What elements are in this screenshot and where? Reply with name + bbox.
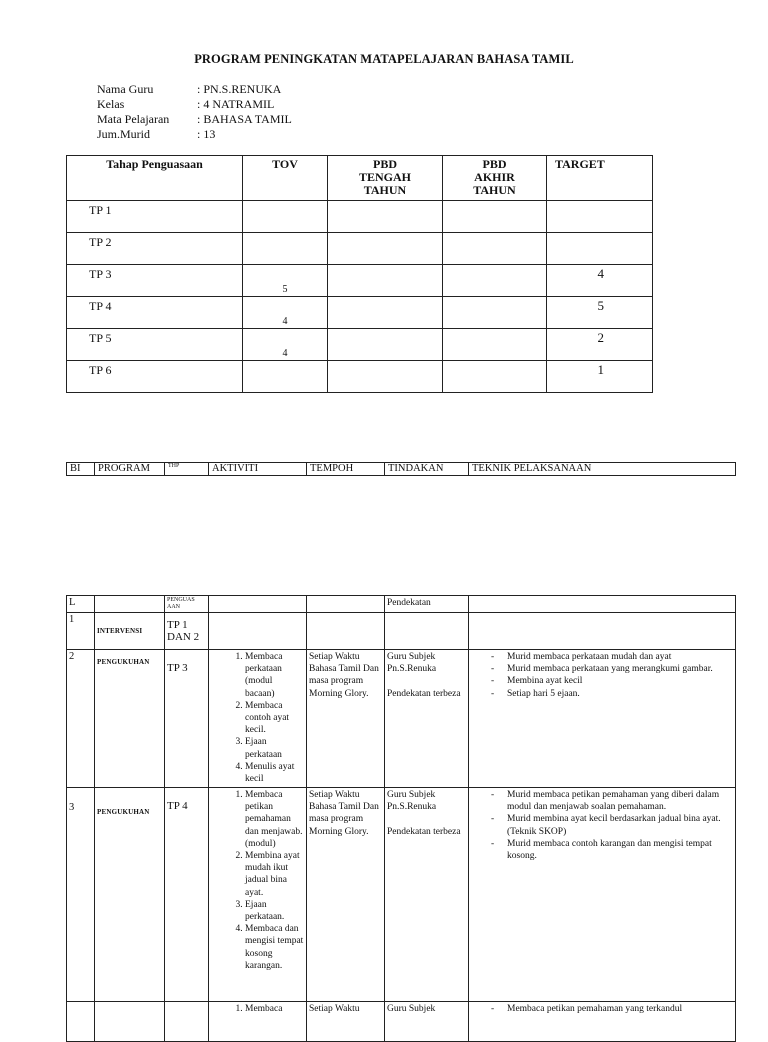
target-value: [547, 233, 652, 234]
list-item: 3. Ejaan perkataan.: [245, 899, 304, 923]
aktiviti-list: [211, 789, 304, 972]
row-number: 1: [67, 613, 95, 650]
table-row: [67, 201, 653, 233]
tindakan-cell: Guru Subjek Pn.S.Renuka Pendekatan terbeza: [385, 650, 469, 788]
list-item: - Murid membaca petikan pemahaman yang diberi dalam modul dan menjawab soalan pemahaman.: [471, 789, 733, 813]
table-row: [67, 265, 653, 297]
header-target: TARGET: [547, 156, 653, 201]
pbd-tengah-cell: [328, 361, 443, 393]
strip-col-program: PROGRAM: [95, 463, 165, 476]
target-cell: [547, 233, 653, 265]
table-header-row: [67, 156, 653, 201]
aktiviti-cell: [209, 613, 307, 650]
target-value: 2: [597, 330, 604, 345]
program-cell: [95, 1002, 165, 1042]
tp-label: TP 1: [67, 201, 243, 233]
program-label: INTERVENSI: [97, 626, 143, 635]
header-pbd-akhir: PBD AKHIR TAHUN: [443, 156, 547, 201]
teknik-cell: [469, 788, 736, 1002]
tp-cell: [165, 1002, 209, 1042]
tov-cell: [243, 201, 328, 233]
tempoh-cell: Setiap Waktu Bahasa Tamil Dan masa program Morning Glory.: [307, 650, 385, 788]
aktiviti-list: [211, 1003, 304, 1015]
list-item: 2. Membina ayat mudah ikut jadual bina ayat.: [245, 850, 304, 899]
table-header-row: [67, 596, 736, 613]
aktiviti-cell: [209, 650, 307, 788]
strip-col-teknik: TEKNIK PELAKSANAAN: [469, 463, 736, 476]
tov-cell: [243, 361, 328, 393]
pbd-tengah-cell: [328, 265, 443, 297]
tp-label: TP 2: [67, 233, 243, 265]
aktiviti-list: [211, 651, 304, 785]
teknik-cell: [469, 1002, 736, 1042]
teacher-info: [97, 82, 292, 142]
tindakan-cell: [385, 613, 469, 650]
info-value: : PN.S.RENUKA: [197, 82, 282, 96]
list-item: - Murid membaca perkataan yang merangkumi gambar.: [471, 663, 733, 675]
target-cell: [547, 329, 653, 361]
program-label: PENGUKUHAN: [97, 808, 150, 816]
tindakan-cell: Guru Subjek: [385, 1002, 469, 1042]
target-value: 4: [597, 266, 604, 281]
penguasaan-label: PENGUAS AAN: [167, 597, 195, 610]
plan-header-strip: [66, 462, 736, 476]
strip-thp-label: THP: [168, 463, 180, 469]
tp-label: TP 6: [67, 361, 243, 393]
strip-col-aktiviti: AKTIVITI: [209, 463, 307, 476]
list-item: 1. Membaca perkataan (modul bacaan): [245, 651, 304, 700]
teknik-cell: [469, 650, 736, 788]
page-title: PROGRAM PENINGKATAN MATAPELAJARAN BAHASA TAMIL: [194, 52, 574, 66]
info-value: : BAHASA TAMIL: [197, 112, 292, 126]
row-number: 3: [67, 788, 95, 1002]
table-row: [67, 297, 653, 329]
pbd-akhir-cell: [443, 361, 547, 393]
tp-cell: TP 4: [165, 788, 209, 1002]
list-item: 4. Menulis ayat kecil: [245, 761, 304, 785]
tp-label: TP 3: [67, 265, 243, 297]
program-plan-table: [66, 595, 736, 1042]
aktiviti-cell: [209, 1002, 307, 1042]
pbd-tengah-cell: [328, 233, 443, 265]
info-label: Mata Pelajaran: [97, 112, 170, 126]
target-value: [547, 201, 652, 202]
table-row: [67, 1002, 736, 1042]
plan-header-empty: [307, 596, 385, 613]
target-cell: [547, 361, 653, 393]
plan-header-empty: [209, 596, 307, 613]
tp-cell: TP 3: [165, 650, 209, 788]
info-label: Jum.Murid: [97, 127, 151, 141]
list-item: 3. Ejaan perkataan: [245, 736, 304, 760]
row-number: [67, 1002, 95, 1042]
strip-col-bi: BI: [67, 463, 95, 476]
program-cell: [95, 650, 165, 788]
info-row: [97, 97, 292, 112]
table-row: [67, 613, 736, 650]
list-item: - Setiap hari 5 ejaan.: [471, 688, 733, 700]
tov-cell: [243, 297, 328, 329]
tov-value: 4: [282, 316, 288, 327]
tov-cell: [243, 329, 328, 361]
table-header-row: [67, 463, 736, 476]
table-row: [67, 788, 736, 1002]
table-row: [67, 650, 736, 788]
info-label: Nama Guru: [97, 82, 154, 96]
info-row: [97, 112, 292, 127]
table-row: [67, 329, 653, 361]
tempoh-cell: Setiap Waktu: [307, 1002, 385, 1042]
table-row: [67, 361, 653, 393]
plan-header-penguasaan: [165, 596, 209, 613]
table-row: [67, 233, 653, 265]
program-label: PENGUKUHAN: [97, 658, 150, 666]
pbd-akhir-cell: [443, 297, 547, 329]
strip-col-tindakan: TINDAKAN: [385, 463, 469, 476]
target-value: 5: [597, 298, 604, 313]
tov-value: 5: [282, 284, 288, 295]
pbd-akhir-cell: [443, 265, 547, 297]
target-cell: [547, 201, 653, 233]
plan-header-empty: [469, 596, 736, 613]
list-item: 1. Membaca: [245, 1003, 304, 1015]
strip-col-tempoh: TEMPOH: [307, 463, 385, 476]
tempoh-cell: [307, 613, 385, 650]
achievement-table: [66, 155, 653, 393]
teknik-cell: [469, 613, 736, 650]
pbd-tengah-cell: [328, 201, 443, 233]
tov-cell: [243, 233, 328, 265]
list-item: 4. Membaca dan mengisi tempat kosong karangan.: [245, 923, 304, 972]
pbd-akhir-cell: [443, 329, 547, 361]
info-value: : 13: [197, 127, 216, 141]
program-cell: [95, 613, 165, 650]
list-item: - Murid membaca contoh karangan dan mengisi tempat kosong.: [471, 838, 733, 862]
plan-header-empty: [95, 596, 165, 613]
list-item: - Murid membina ayat kecil berdasarkan jadual bina ayat.(Teknik SKOP): [471, 813, 733, 837]
tov-value: 4: [282, 348, 288, 359]
header-tov: TOV: [243, 156, 328, 201]
tempoh-cell: Setiap Waktu Bahasa Tamil Dan masa program Morning Glory.: [307, 788, 385, 1002]
info-row: [97, 127, 292, 142]
program-cell: [95, 788, 165, 1002]
pbd-akhir-cell: [443, 233, 547, 265]
teknik-list: [471, 1003, 733, 1015]
row-number: 2: [67, 650, 95, 788]
pbd-akhir-cell: [443, 201, 547, 233]
aktiviti-cell: [209, 788, 307, 1002]
plan-header-l: L: [67, 596, 95, 613]
info-row: [97, 82, 292, 97]
pbd-tengah-cell: [328, 297, 443, 329]
list-item: 2. Membaca contoh ayat kecil.: [245, 700, 304, 737]
target-cell: [547, 297, 653, 329]
target-value: 1: [597, 362, 604, 377]
info-label: Kelas: [97, 97, 125, 111]
tindakan-cell: Guru Subjek Pn.S.Renuka Pendekatan terbeza: [385, 788, 469, 1002]
teknik-list: [471, 651, 733, 700]
pbd-tengah-cell: [328, 329, 443, 361]
header-pbd-tengah: PBD TENGAH TAHUN: [328, 156, 443, 201]
teknik-list: [471, 789, 733, 862]
strip-col-thp: [165, 463, 209, 476]
plan-header-pendekatan: Pendekatan: [385, 596, 469, 613]
tp-cell: TP 1 DAN 2: [165, 613, 209, 650]
target-cell: [547, 265, 653, 297]
list-item: - Murid membaca perkataan mudah dan ayat: [471, 651, 733, 663]
info-value: : 4 NATRAMIL: [197, 97, 275, 111]
list-item: - Membaca petikan pemahaman yang terkandul: [471, 1003, 733, 1015]
tov-cell: [243, 265, 328, 297]
header-tahap: Tahap Penguasaan: [67, 156, 243, 201]
tp-label: TP 4: [67, 297, 243, 329]
list-item: - Membina ayat kecil: [471, 675, 733, 687]
list-item: 1. Membaca petikan pemahaman dan menjawab. (modul): [245, 789, 304, 850]
tp-label: TP 5: [67, 329, 243, 361]
